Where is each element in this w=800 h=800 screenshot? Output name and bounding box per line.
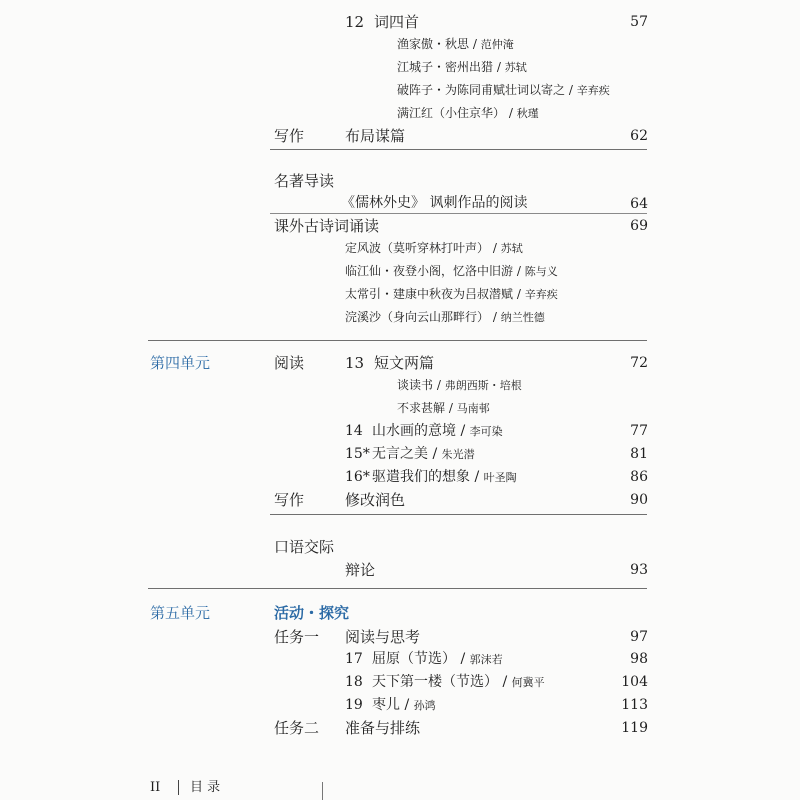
lesson-number: 14 (345, 423, 363, 439)
poem-12-4[interactable] (397, 105, 539, 122)
lesson-17-page: 98 (630, 651, 648, 667)
task-1-page: 97 (630, 629, 648, 645)
lesson-13-page: 72 (630, 355, 648, 371)
lesson-title: 枣儿 (372, 697, 400, 713)
poem-12-3[interactable] (397, 82, 610, 99)
separator: / (516, 287, 521, 301)
essay-title: 谈读书 (397, 378, 434, 392)
poem-12-1[interactable] (397, 36, 514, 53)
oral-label: 口语交际 (274, 538, 335, 556)
lesson-author: 叶圣陶 (483, 471, 517, 484)
unit-divider (148, 340, 647, 341)
separator: / (460, 423, 466, 439)
essay-author: 弗朗西斯・培根 (444, 379, 522, 392)
separator: / (502, 674, 508, 690)
writing-4-title[interactable]: 修改润色 (345, 491, 406, 509)
writing-4-page: 90 (630, 492, 648, 508)
classics-page: 64 (630, 196, 648, 212)
divider (270, 149, 647, 150)
task-1-label: 任务一 (274, 628, 320, 646)
separator: / (404, 697, 410, 713)
extra-poem-3[interactable] (345, 286, 558, 303)
lesson-title: 驱遣我们的想象 (372, 469, 470, 485)
writing-3-label: 写作 (274, 127, 305, 145)
lesson-12-number: 12 (345, 13, 365, 31)
footer-section: 目 录 (190, 780, 221, 795)
writing-4-label: 写作 (274, 491, 305, 509)
separator: / (492, 310, 497, 324)
lesson-17[interactable] (345, 650, 503, 669)
writing-3-title[interactable]: 布局谋篇 (345, 127, 406, 145)
task-2-label: 任务二 (274, 719, 320, 737)
separator: / (436, 378, 441, 392)
divider (270, 213, 647, 214)
separator: / (474, 469, 480, 485)
lesson-18-page: 104 (621, 674, 648, 690)
poem-title: 临江仙・夜登小阁，忆洛中旧游 (345, 264, 514, 278)
poem-author: 辛弃疾 (576, 84, 610, 97)
essay-13-1[interactable] (397, 377, 522, 394)
separator: / (516, 264, 521, 278)
lesson-15-page: 81 (630, 446, 648, 462)
lesson-13-title[interactable]: 短文两篇 (374, 354, 435, 372)
lesson-19[interactable] (345, 696, 436, 715)
page-edge-mark (322, 782, 323, 800)
poem-author: 辛弃疾 (524, 288, 558, 301)
lesson-title: 山水画的意境 (372, 423, 456, 439)
lesson-14[interactable] (345, 422, 503, 441)
lesson-15[interactable] (345, 445, 475, 464)
classics-label: 名著导读 (274, 172, 335, 190)
essay-title: 不求甚解 (397, 401, 446, 415)
essay-author: 马南邨 (456, 402, 490, 415)
poem-title: 满江红（小住京华） (397, 106, 506, 120)
task-2-title[interactable]: 准备与排练 (345, 719, 421, 737)
unit-5-activity: 活动・探究 (274, 604, 350, 622)
task-2-page: 119 (621, 720, 648, 736)
unit-5-label: 第五单元 (150, 604, 211, 622)
separator: / (508, 106, 513, 120)
lesson-12-page: 57 (630, 14, 648, 30)
extra-poem-4[interactable] (345, 309, 545, 326)
extra-poems-label[interactable]: 课外古诗词诵读 (274, 217, 380, 235)
poem-title: 浣溪沙（身向云山那畔行） (345, 310, 490, 324)
poem-title: 破阵子・为陈同甫赋壮词以寄之 (397, 83, 566, 97)
lesson-author: 孙鸿 (413, 699, 436, 712)
task-1-title[interactable]: 阅读与思考 (345, 628, 421, 646)
poem-author: 纳兰性德 (500, 311, 545, 324)
unit-divider (148, 588, 647, 589)
classics-title[interactable]: 《儒林外史》 讽刺作品的阅读 (341, 195, 528, 211)
writing-3-page: 62 (630, 128, 648, 144)
lesson-number: 15* (345, 446, 370, 462)
poem-author: 陈与义 (524, 265, 558, 278)
oral-title[interactable]: 辩论 (345, 561, 376, 579)
extra-poem-2[interactable] (345, 263, 558, 280)
extra-poems-page: 69 (630, 218, 648, 234)
divider (270, 514, 647, 515)
poem-author: 苏轼 (504, 61, 527, 74)
lesson-13-number: 13 (345, 354, 365, 372)
lesson-number: 17 (345, 651, 363, 667)
lesson-author: 李可染 (469, 425, 503, 438)
footer-page-number: II (150, 780, 161, 795)
lesson-14-page: 77 (630, 423, 648, 439)
footer-separator (178, 780, 179, 795)
lesson-title: 无言之美 (372, 446, 428, 462)
lesson-16[interactable] (345, 468, 517, 487)
lesson-title: 天下第一楼（节选） (372, 674, 498, 690)
separator: / (496, 60, 501, 74)
separator: / (568, 83, 573, 97)
separator: / (472, 37, 477, 51)
lesson-author: 何冀平 (511, 676, 545, 689)
unit-4-reading-label: 阅读 (274, 354, 305, 372)
lesson-12-title[interactable]: 词四首 (374, 13, 420, 31)
lesson-18[interactable] (345, 673, 545, 692)
separator: / (460, 651, 466, 667)
separator: / (432, 446, 438, 462)
lesson-number: 19 (345, 697, 363, 713)
poem-author: 秋瑾 (516, 107, 539, 120)
poem-author: 苏轼 (500, 242, 523, 255)
poem-title: 渔家傲・秋思 (397, 37, 470, 51)
poem-author: 范仲淹 (480, 38, 514, 51)
lesson-author: 朱光潜 (441, 448, 475, 461)
essay-13-2[interactable] (397, 400, 490, 417)
extra-poem-1[interactable] (345, 240, 523, 257)
lesson-number: 18 (345, 674, 363, 690)
poem-title: 太常引・建康中秋夜为吕叔潜赋 (345, 287, 514, 301)
unit-4-label: 第四单元 (150, 354, 211, 372)
lesson-19-page: 113 (621, 697, 648, 713)
oral-page: 93 (630, 562, 648, 578)
lesson-title: 屈原（节选） (372, 651, 456, 667)
lesson-author: 郭沫若 (469, 653, 503, 666)
poem-12-2[interactable] (397, 59, 527, 76)
lesson-16-page: 86 (630, 469, 648, 485)
separator: / (448, 401, 453, 415)
lesson-number: 16* (345, 469, 370, 485)
poem-title: 江城子・密州出猎 (397, 60, 494, 74)
poem-title: 定风波（莫听穿林打叶声） (345, 241, 490, 255)
separator: / (492, 241, 497, 255)
